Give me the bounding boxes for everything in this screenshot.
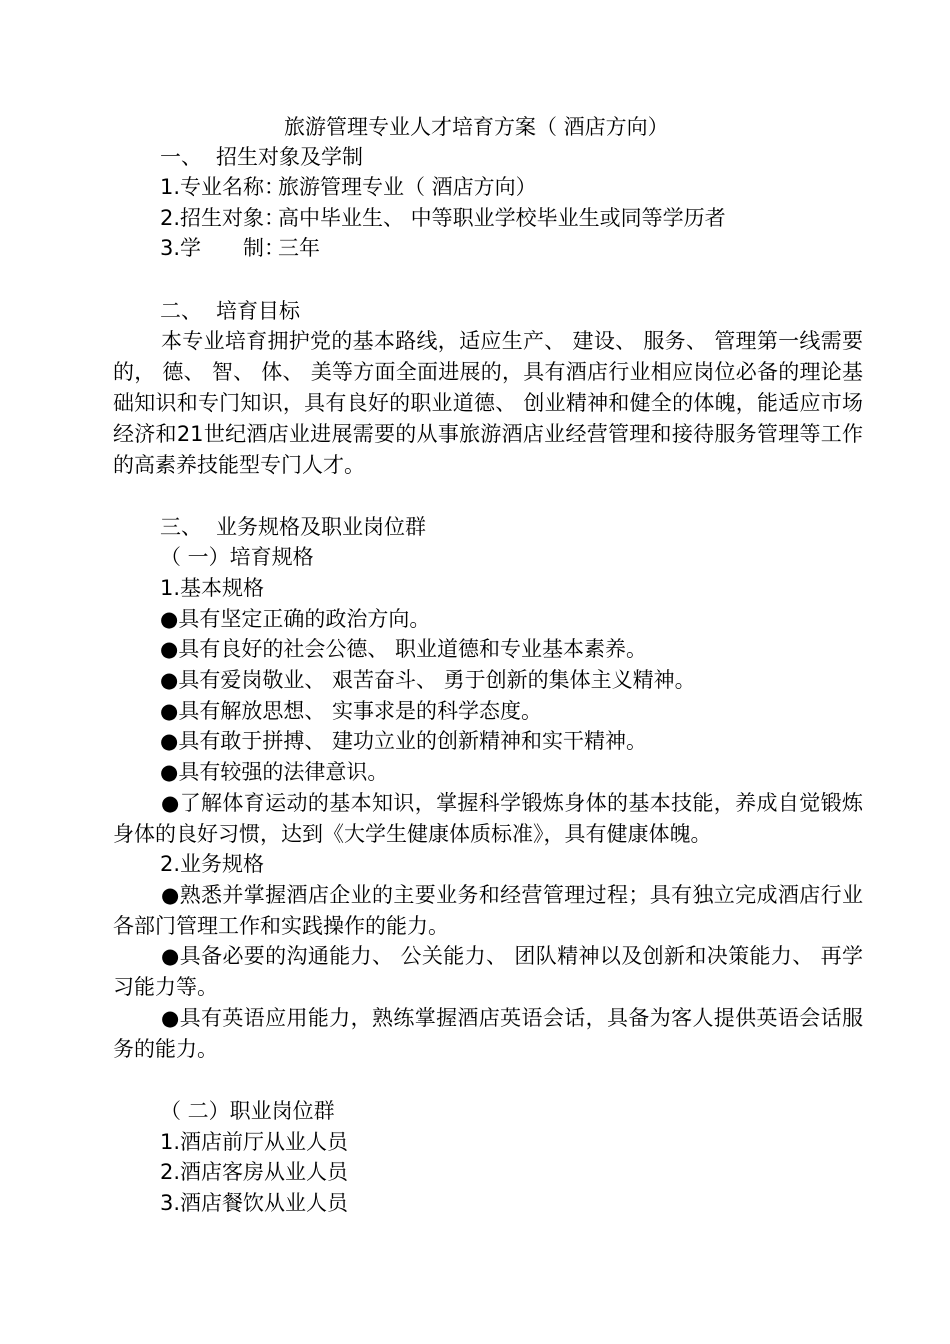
bullet-item: ●具有解放思想、 实事求是的科学态度。 xyxy=(160,699,542,723)
section-number: 二、 xyxy=(160,299,202,323)
section-heading-text: 招生对象及学制 xyxy=(216,145,363,169)
info-line-duration xyxy=(160,233,320,263)
section-heading-text: 业务规格及职业岗位群 xyxy=(216,515,426,539)
bullet-item-long: ●具备必要的沟通能力、 公关能力、 团队精神以及创新和决策能力、 再学习能力等。 xyxy=(113,944,863,999)
job-item: 1.酒店前厅从业人员 xyxy=(160,1130,349,1154)
bullet-item: ●具有敢于拼搏、 建功立业的创新精神和实干精神。 xyxy=(160,729,647,753)
goals-paragraph: 本专业培育拥护党的基本路线，适应生产、 建设、 服务、 管理第一线需要的， 德、 智、 体、 美等方面全面进展的，具有酒店行业相应岗位必备的理论基础知识和专门知识，具有良好的职业道德、 创业精神和健全的体魄，能适应市场经济和21世纪酒店业进展需要的从事旅游酒店业经营管理和接待服务管理等工作的高素养技能型专门人才。 xyxy=(113,329,863,477)
info-value: 三年 xyxy=(278,236,320,260)
subsection-title-training: （ 一）培育规格 xyxy=(160,545,314,569)
info-label: 1.专业名称： xyxy=(160,175,286,199)
info-line-major xyxy=(160,172,537,202)
info-label: 3.学 制： xyxy=(160,236,286,260)
info-line-target xyxy=(160,203,726,233)
subsection-title-business: 2.业务规格 xyxy=(160,852,265,876)
info-value: 高中毕业生、 中等职业学校毕业生或同等学历者 xyxy=(278,206,726,230)
bullet-item: ●具有坚定正确的政治方向。 xyxy=(160,607,431,631)
job-item: 2.酒店客房从业人员 xyxy=(160,1160,349,1184)
info-label: 2.招生对象： xyxy=(160,206,286,230)
bullet-item-long: ●熟悉并掌握酒店企业的主要业务和经营管理过程；具有独立完成酒店行业各部门管理工作和实践操作的能力。 xyxy=(113,883,863,938)
section-heading-specs xyxy=(160,512,426,542)
bullet-item-long: ●了解体育运动的基本知识，掌握科学锻炼身体的基本技能，养成自觉锻炼身体的良好习惯，达到《大学生健康体质标准》，具有健康体魄。 xyxy=(113,791,863,846)
bullet-item-long: ●具有英语应用能力，熟练掌握酒店英语会话，具备为客人提供英语会话服务的能力。 xyxy=(113,1006,863,1061)
info-value: 旅游管理专业（ 酒店方向） xyxy=(278,175,537,199)
bullet-item: ●具有爱岗敬业、 艰苦奋斗、 勇于创新的集体主义精神。 xyxy=(160,668,696,692)
section-number: 一、 xyxy=(160,145,202,169)
section-heading-enrollment xyxy=(160,142,363,172)
document-title: 旅游管理专业人才培育方案（ 酒店方向） xyxy=(284,115,669,139)
subsection-title-jobs: （ 二）职业岗位群 xyxy=(160,1099,335,1123)
bullet-item: ●具有较强的法律意识。 xyxy=(160,760,389,784)
section-heading-goals xyxy=(160,296,300,326)
bullet-item: ●具有良好的社会公德、 职业道德和专业基本素养。 xyxy=(160,637,647,661)
section-number: 三、 xyxy=(160,515,202,539)
job-item: 3.酒店餐饮从业人员 xyxy=(160,1191,349,1215)
subsection-title-basic: 1.基本规格 xyxy=(160,576,265,600)
section-heading-text: 培育目标 xyxy=(216,299,300,323)
